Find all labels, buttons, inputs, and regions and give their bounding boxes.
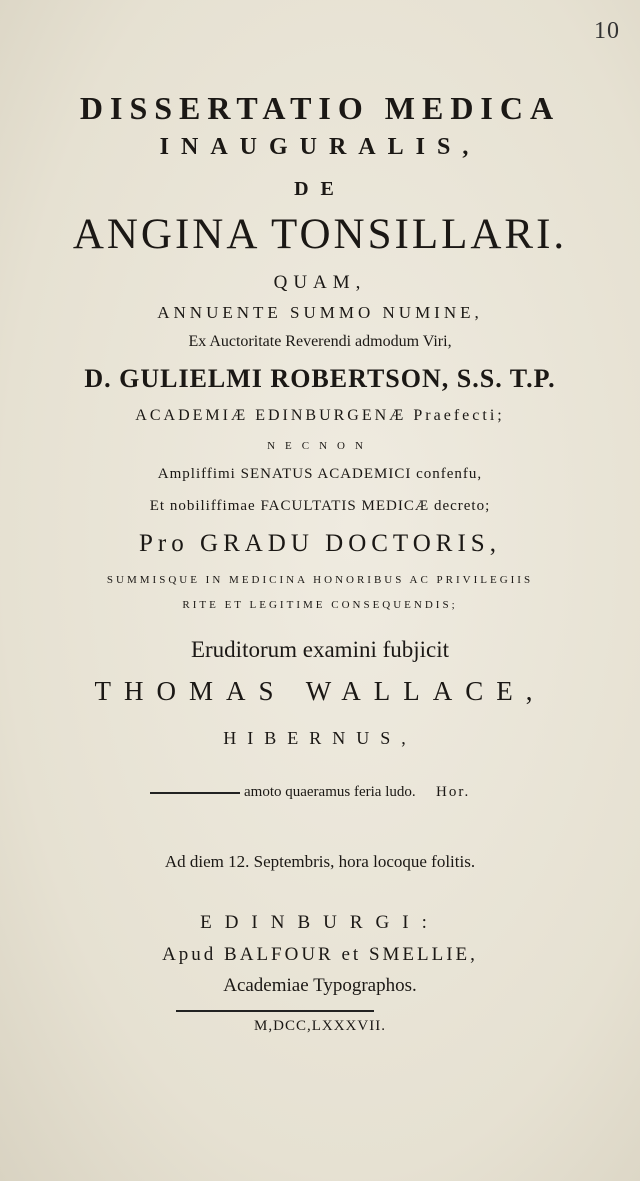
title-line-2: INAUGURALIS, [159, 134, 481, 160]
title-line-4: ANGINA TONSILLARI. [72, 211, 568, 258]
rite-line: RITE ET LEGITIME CONSEQUENDIS; [182, 599, 458, 611]
imprint-role: Academiae Typographos. [223, 975, 417, 996]
imprint-city: EDINBURGI: [200, 912, 440, 933]
imprint-rule [176, 1010, 374, 1012]
amplissimi-line: Ampliffimi SENATUS ACADEMICI confenfu, [157, 466, 483, 482]
pro-gradu-line: Pro GRADU DOCTORIS, [139, 530, 501, 557]
corner-mark: 10 [594, 18, 620, 44]
epigraph-text: amoto quaeramus feria ludo. [244, 784, 416, 800]
gulielmi-line: D. GULIELMI ROBERTSON, S.S. T.P. [84, 364, 556, 393]
author-origin: HIBERNUS, [223, 728, 417, 748]
epigraph-source: Hor. [436, 784, 471, 800]
title-line-3: DE [294, 178, 346, 200]
eruditorum-line: Eruditorum examini fubjicit [190, 637, 450, 662]
title-line-1: DISSERTATIO MEDICA [79, 90, 561, 126]
author-name: THOMAS WALLACE, [94, 676, 546, 706]
auctoritate-line: Ex Auctoritate Reverendi admodum Viri, [188, 333, 452, 350]
quam-line: QUAM, [273, 272, 367, 293]
annuente-line: ANNUENTE SUMMO NUMINE, [157, 303, 483, 322]
summisque-line: SUMMISQUE IN MEDICINA HONORIBUS AC PRIVILEGIIS [106, 574, 534, 586]
date-line: Ad diem 12. Septembris, hora locoque folitis. [164, 852, 476, 871]
imprint-year: M,DCC,LXXXVII. [254, 1018, 386, 1034]
academiae-line: ACADEMIÆ EDINBURGENÆ Praefecti; [135, 407, 505, 424]
imprint-printers: Apud BALFOUR et SMELLIE, [162, 944, 478, 965]
epigraph-dash [150, 792, 240, 794]
necnon-line: NECNON [267, 440, 373, 452]
nobilissimae-line: Et nobiliffimae FACULTATIS MEDICÆ decreto; [149, 498, 491, 514]
